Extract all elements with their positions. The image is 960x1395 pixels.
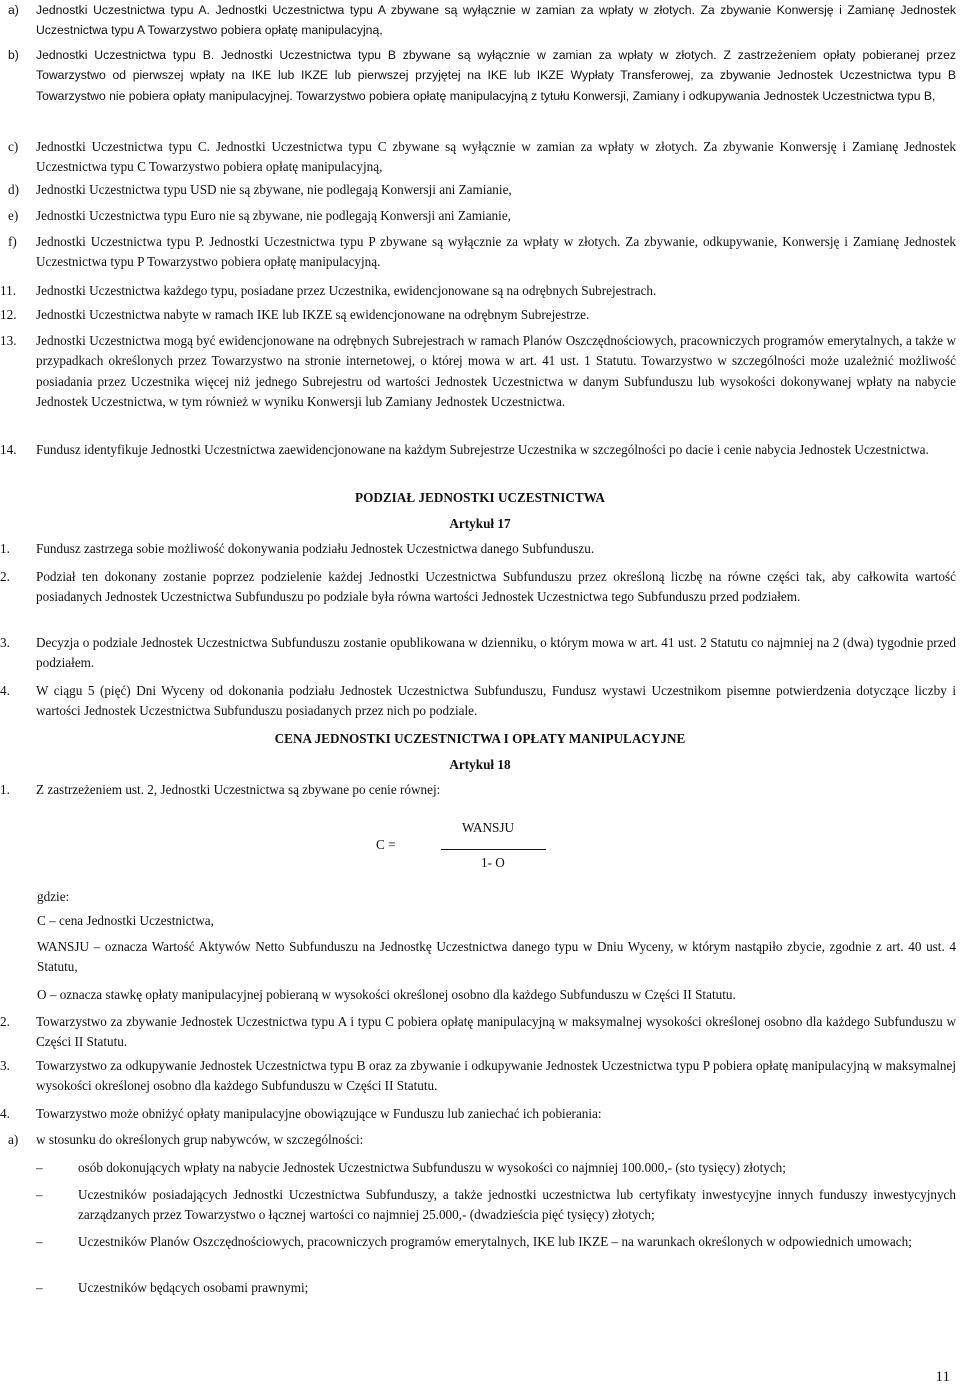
point-text: Jednostki Uczestnictwa każdego typu, posiadane przez Uczestnika, ewidencjonowane są na odrębnych Subrejestrach. — [36, 283, 657, 298]
point-13 — [0, 331, 956, 413]
point-number: 2. — [0, 1014, 10, 1029]
list-item-e — [8, 206, 956, 226]
item-label: c) — [8, 139, 19, 154]
list-item-c — [8, 137, 956, 178]
point-number: 11. — [0, 283, 16, 298]
definition-wansju — [37, 937, 956, 978]
point-number: 4. — [0, 1106, 10, 1121]
point-text: Jednostki Uczestnictwa mogą być ewidencjonowane na odrębnych Subrejestrach w ramach Planów Oszczędnościowych, pracowniczych programów emerytalnych, a także w przypadkach określonych przez Towarzystwo na stronie internetowej, o której mowa w art. 41 ust. 1 Statutu. Towarzystwo w szczególności może uzależnić możliwość posiadania przez Uczestnika więcej niż jednego Subrejestru od wartości Jednostek Uczestnictwa w danym Subfunduszu lub wysokości dokonywanej wpłaty na nabycie Jednostek Uczestnictwa, w tym również w wyniku Konwersji lub Zamiany Jednostek Uczestnictwa. — [36, 333, 956, 410]
point-text: Podział ten dokonany zostanie poprzez podzielenie każdej Jednostki Uczestnictwa Subfunduszu przez określoną liczbę na równe części tak, aby całkowita wartość posiadanych Jednostek Uczestnictwa Subfunduszu po podziale była równa wartości Jednostek Uczestnictwa tego Subfunduszu przed podziałem. — [36, 569, 956, 605]
point-text: Decyzja o podziale Jednostek Uczestnictwa Subfunduszu zostanie opublikowana w dzienniku, o którym mowa w art. 41 ust. 2 Statutu co najmniej na 2 (dwa) tygodnie przed podziałem. — [36, 635, 956, 671]
item-label: a) — [8, 1132, 19, 1147]
item-text: Jednostki Uczestnictwa typu A. Jednostki Uczestnictwa typu A zbywane są wyłącznie w zamian za wpłaty w złotych. Za zbywanie Konwersję i Zamianę Jednostek Uczestnictwa typu A Towarzystwo pobiera opłatę manipulacyjną, — [36, 3, 956, 38]
point-number: 13. — [0, 333, 17, 348]
art18-point-4 — [0, 1104, 956, 1124]
point-text: W ciągu 5 (pięć) Dni Wyceny od dokonania podziału Jednostek Uczestnictwa Subfunduszu, Fundusz wystawi Uczestnikom pisemne potwierdzenia dotyczące liczby i wartości Jednostek Uczestnictwa Subfunduszu posiadanych przez nich po podziale. — [36, 683, 956, 719]
section-heading: CENA JEDNOSTKI UCZESTNICTWA I OPŁATY MANIPULACYJNE — [274, 731, 686, 746]
point-text: Fundusz zastrzega sobie możliwość dokonywania podziału Jednostek Uczestnictwa danego Subfunduszu. — [36, 541, 595, 556]
bullet-text: Uczestników Planów Oszczędnościowych, pracowniczych programów emerytalnych, IKE lub IKZE – na warunkach określonych w odpowiednich umowach; — [78, 1234, 912, 1249]
list-item-a — [8, 0, 956, 41]
point-text: Towarzystwo za zbywanie Jednostek Uczestnictwa typu A i typu C pobiera opłatę manipulacyjną w maksymalnej wysokości określonej osobno dla każdego Subfunduszu w Części II Statutu. — [36, 1014, 956, 1050]
bullet-item — [8, 1232, 956, 1252]
bullet-text: Uczestników będących osobami prawnymi; — [78, 1280, 309, 1295]
point-number: 12. — [0, 307, 17, 322]
definition-text: WANSJU – oznacza Wartość Aktywów Netto Subfunduszu na Jednostkę Uczestnictwa danego typu w Dniu Wyceny, w którym nastąpiło zbycie, zgodnie z art. 40 ust. 4 Statutu, — [37, 939, 956, 975]
bullet-item — [8, 1278, 956, 1298]
formula-lhs: C = — [376, 837, 396, 852]
art17-point-1 — [0, 539, 956, 559]
item-text: Jednostki Uczestnictwa typu C. Jednostki Uczestnictwa typu C zbywane są wyłącznie w zamian za wpłaty w złotych. Za zbywanie Konwersję i Zamianę Jednostek Uczestnictwa typu C Towarzystwo pobiera opłatę manipulacyjną, — [36, 139, 956, 175]
article-title: Artykuł 18 — [449, 757, 511, 772]
item-label: f) — [8, 234, 17, 249]
art17-point-2 — [0, 567, 956, 608]
point-number: 1. — [0, 541, 10, 556]
point-14 — [0, 440, 956, 460]
page-number: 11 — [935, 1368, 950, 1385]
point-text: Towarzystwo za odkupywanie Jednostek Uczestnictwa typu B oraz za zbywanie i odkupywanie Jednostek Uczestnictwa typu P pobiera opłatę manipulacyjną w maksymalnej wysokości określonej osobno dla każdego Subfunduszu w Części II Statutu. — [36, 1058, 956, 1094]
item-label: b) — [8, 48, 19, 62]
point-number: 3. — [0, 635, 10, 650]
dash-marker: – — [36, 1280, 43, 1295]
point-text: Fundusz identyfikuje Jednostki Uczestnictwa zaewidencjonowane na każdym Subrejestrze Uczestnika w szczególności po dacie i cenie nabycia Jednostek Uczestnictwa. — [36, 442, 929, 457]
definition-c: C – cena Jednostki Uczestnictwa, — [37, 913, 214, 928]
dash-marker: – — [36, 1187, 43, 1202]
item-label: d) — [8, 182, 19, 197]
art17-point-3 — [0, 633, 956, 674]
formula-numerator: WANSJU — [462, 820, 515, 835]
point-text: Z zastrzeżeniem ust. 2, Jednostki Uczestnictwa są zbywane po cenie równej: — [36, 782, 441, 797]
item-label: a) — [8, 3, 19, 17]
bullet-text: osób dokonujących wpłaty na nabycie Jednostek Uczestnictwa Subfunduszu w wysokości co najmniej 100.000,- (sto tysięcy) złotych; — [78, 1160, 786, 1175]
list-item-d — [8, 180, 956, 200]
section-heading: PODZIAŁ JEDNOSTKI UCZESTNICTWA — [355, 490, 605, 505]
dash-marker: – — [36, 1160, 43, 1175]
fraction-bar — [441, 849, 546, 850]
definition-o: O – oznacza stawkę opłaty manipulacyjnej pobieraną w wysokości określonej osobno dla każdego Subfunduszu w Części II Statutu. — [37, 987, 736, 1002]
article-title: Artykuł 17 — [449, 516, 511, 531]
item-text: Jednostki Uczestnictwa typu Euro nie są zbywane, nie podlegają Konwersji ani Zamianie, — [36, 208, 511, 223]
art18-point-2 — [0, 1012, 956, 1053]
point-number: 1. — [0, 782, 10, 797]
art18-point-3 — [0, 1056, 956, 1097]
gdzie-label: gdzie: — [37, 889, 70, 904]
point-text: Towarzystwo może obniżyć opłaty manipulacyjne obowiązujące w Funduszu lub zaniechać ich pobierania: — [36, 1106, 602, 1121]
bullet-item — [8, 1158, 956, 1178]
point-number: 2. — [0, 569, 10, 584]
point-text: Jednostki Uczestnictwa nabyte w ramach IKE lub IKZE są ewidencjonowane na odrębnym Subrejestrze. — [36, 307, 590, 322]
item-text: Jednostki Uczestnictwa typu USD nie są zbywane, nie podlegają Konwersji ani Zamianie, — [36, 182, 512, 197]
list-item-b — [8, 45, 956, 106]
item-text: Jednostki Uczestnictwa typu P. Jednostki Uczestnictwa typu P zbywane są wyłącznie za wpłaty w złotych. Za zbywanie, odkupywanie, Konwersję i Zamianę Jednostek Uczestnictwa typu P Towarzystwo pobiera opłatę manipulacyjną. — [36, 234, 956, 270]
art18-point-4a — [8, 1130, 956, 1150]
art18-point-1 — [0, 780, 956, 800]
formula-denominator: 1- O — [481, 855, 505, 870]
point-11 — [0, 281, 956, 301]
dash-marker: – — [36, 1234, 43, 1249]
point-number: 4. — [0, 683, 10, 698]
bullet-text: Uczestników posiadających Jednostki Uczestnictwa Subfunduszy, a także jednostki uczestnictwa lub certyfikaty inwestycyjne innych funduszy inwestycyjnych zarządzanych przez Towarzystwo o łącznej wartości co najmniej 25.000,- (dwadzieścia pięć tysięcy) złotych; — [78, 1187, 956, 1223]
item-text: Jednostki Uczestnictwa typu B. Jednostki Uczestnictwa typu B zbywane są wyłącznie w zamian za wpłaty w złotych. Z zastrzeżeniem opłaty pobieranej przez Towarzystwo od pierwszej wpłaty na IKE lub IKZE lub pierwszej przyjętej na IKE lub IKZE Wypłaty Transferowej, za zbywanie Jednostek Uczestnictwa typu B Towarzystwo nie pobiera opłaty manipulacyjnej. Towarzystwo pobiera opłatę manipulacyjną z tytułu Konwersji, Zamiany i odkupywania Jednostek Uczestnictwa typu B, — [36, 48, 956, 103]
point-number: 14. — [0, 442, 17, 457]
item-label: e) — [8, 208, 19, 223]
point-number: 3. — [0, 1058, 10, 1073]
art17-point-4 — [0, 681, 956, 722]
list-item-f — [8, 232, 956, 273]
item-text: w stosunku do określonych grup nabywców, w szczególności: — [36, 1132, 364, 1147]
point-12 — [0, 305, 956, 325]
bullet-item — [8, 1185, 956, 1226]
